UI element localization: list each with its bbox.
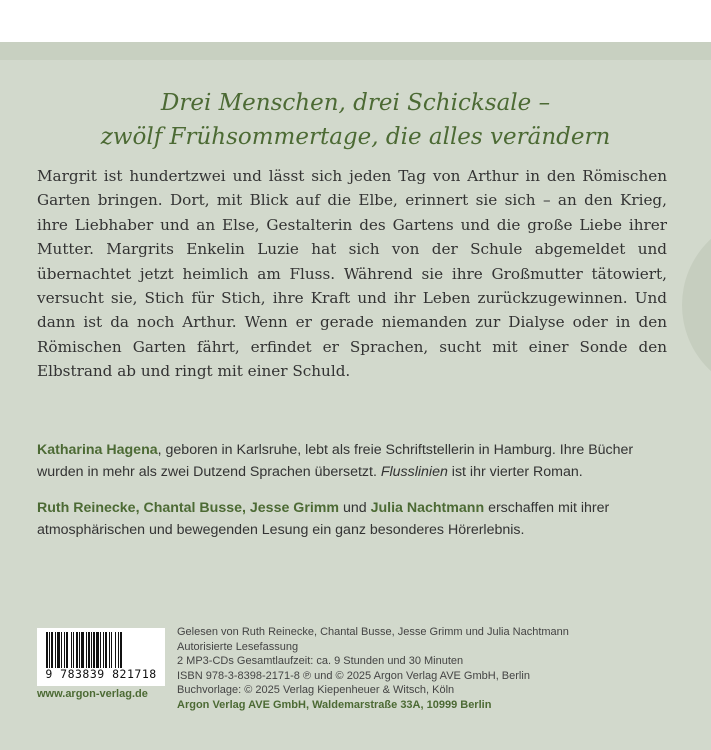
book-title: Flusslinien xyxy=(380,464,448,480)
barcode-bar xyxy=(111,632,112,668)
barcode-bar xyxy=(118,632,119,668)
barcode-bar xyxy=(71,632,72,668)
top-stripe xyxy=(0,42,711,60)
author-bio xyxy=(37,439,682,483)
barcode-bar xyxy=(109,632,110,668)
blurb-text: Margrit ist hundertzwei und lässt sich jeden Tag von Arthur in den Römischen Garten bringen. Dort, mit Blick auf die Elbe, erinnert sie sich – an den Krieg, ihre Liebhaber und an Else, Gestalterin des Gartens und die große Liebe ihrer Mutter. Margrits Enkelin Luzie hat sich von der Schule abgemeldet und übernachtet jetzt heimlich am Fluss. Während sie ihre Großmutter tätowiert, versucht sie, Stich für Stich, ihre Kraft und ihr Leben zurückzugewinnen. Und dann ist da noch Arthur. Wenn er gerade niemanden zur Dialyse oder in den Römischen Garten fährt, erfindet er Sprachen, sucht mit einer Sonde den Elbstrand ab und ringt mit einer Schuld. xyxy=(37,167,667,381)
barcode-bar xyxy=(46,632,48,668)
barcode-bar xyxy=(96,632,99,668)
credits-line: Buchvorlage: © 2025 Verlag Kiepenheuer & Witsch, Köln xyxy=(177,684,455,697)
barcode-bar xyxy=(64,632,65,668)
narrator-separator: und xyxy=(339,500,371,516)
credits-line: ISBN 978-3-8398-2171-8 ℗ und © 2025 Argon Verlag AVE GmbH, Berlin xyxy=(177,669,530,682)
barcode-bar xyxy=(86,632,87,668)
tagline-line-2: zwölf Frühsommertage, die alles verändern xyxy=(100,124,611,150)
narrator-name: Chantal Busse xyxy=(143,500,243,516)
credits-line: Autorisierte Lesefassung xyxy=(177,640,299,653)
barcode-bar xyxy=(51,632,53,668)
barcode-bar xyxy=(61,632,62,668)
barcode-digits: 9 783839 821718 xyxy=(45,667,157,681)
tagline-line-1: Drei Menschen, drei Schicksale – xyxy=(160,90,551,116)
barcode-bar xyxy=(88,632,90,668)
barcode-bar xyxy=(93,632,95,668)
narrators-text: erschaffen mit ihrer atmosphärischen und bewegenden Lesung ein ganz besonderes Hörerlebnis. xyxy=(37,500,610,538)
narrator-name: Julia Nachtmann xyxy=(370,500,485,516)
author-bio-text-2: ist ihr vierter Roman. xyxy=(447,464,583,480)
barcode-bar xyxy=(55,632,56,668)
barcode-bar xyxy=(91,632,92,668)
barcode-bar xyxy=(115,632,116,668)
credits-block xyxy=(177,625,569,713)
narrator-name: Jesse Grimm xyxy=(249,500,340,516)
credits-line: 2 MP3-CDs Gesamtlaufzeit: ca. 9 Stunden und 30 Minuten xyxy=(177,655,464,668)
tagline xyxy=(0,86,711,154)
barcode xyxy=(37,628,165,686)
barcode-bar xyxy=(100,632,101,668)
barcode-bar xyxy=(49,632,50,668)
top-band xyxy=(0,0,711,42)
barcode-bar xyxy=(57,632,60,668)
credits-line: Gelesen von Ruth Reinecke, Chantal Busse, Jesse Grimm und Julia Nachtmann xyxy=(177,626,569,638)
barcode-bar xyxy=(105,632,107,668)
barcode-bar xyxy=(103,632,104,668)
bio-section xyxy=(37,439,682,555)
narrator-separator: , xyxy=(135,500,144,516)
narrators-info xyxy=(37,497,682,541)
barcode-bar xyxy=(76,632,78,668)
narrator-name: Ruth Reinecke xyxy=(37,500,136,516)
author-bio-text-1: , geboren in Karlsruhe, lebt als freie Schriftstellerin in Hamburg. Ihre Bücher wurden in mehr als zwei Dutzend Sprachen übersetzt. xyxy=(37,442,634,480)
narrator-separator: , xyxy=(242,500,250,516)
barcode-bar xyxy=(79,632,80,668)
barcode-bar xyxy=(73,632,74,668)
narrator-list xyxy=(37,500,484,516)
barcode-bar xyxy=(120,632,122,668)
cd-disc-edge xyxy=(682,215,711,395)
barcode-bar xyxy=(81,632,84,668)
publisher-url: www.argon-verlag.de xyxy=(37,688,148,700)
author-name: Katharina Hagena xyxy=(37,442,158,458)
barcode-bar xyxy=(66,632,68,668)
barcode-bars xyxy=(45,632,157,668)
publisher-address: Argon Verlag AVE GmbH, Waldemarstraße 33A, 10999 Berlin xyxy=(177,698,492,711)
